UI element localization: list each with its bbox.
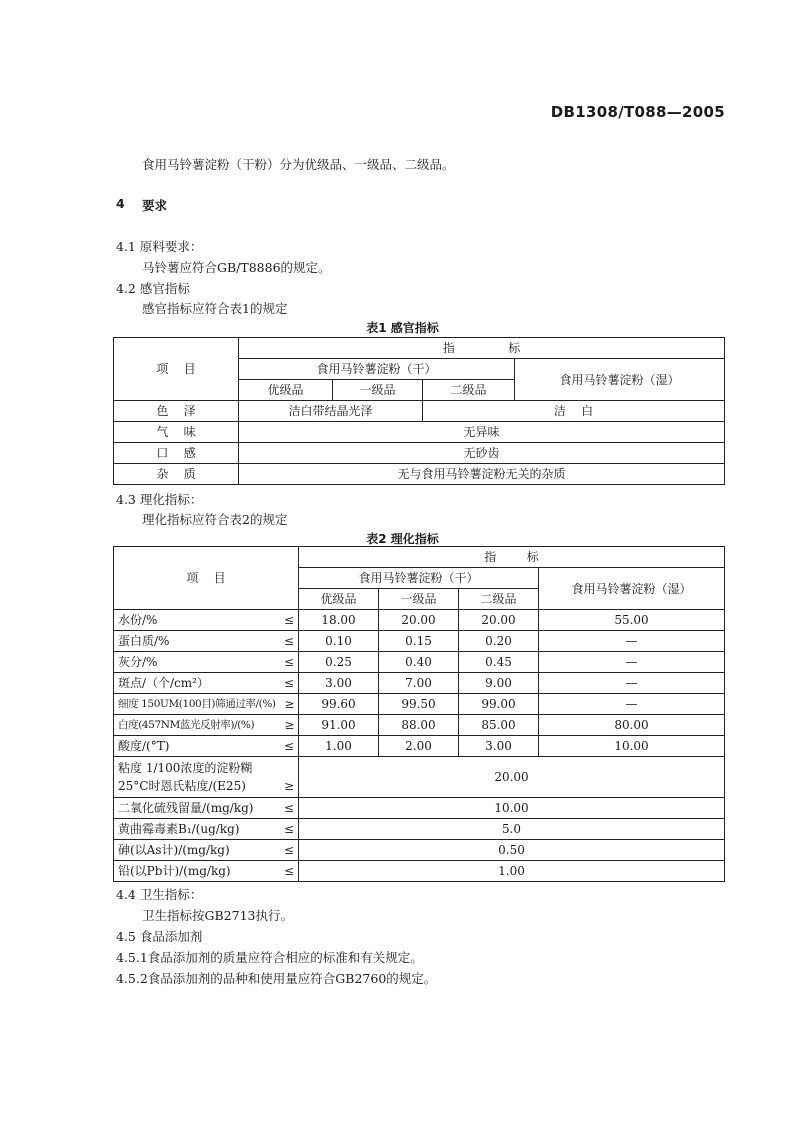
table2-row-name: 灰分/%: [118, 655, 158, 669]
table1-header-item: 项 目: [114, 338, 239, 401]
table1-row-name: 气 味: [114, 422, 239, 443]
table-row: [114, 443, 725, 464]
table2-cell: —: [539, 673, 725, 694]
table1-cell: 无砂齿: [239, 443, 725, 464]
table2-cell: 80.00: [539, 715, 725, 736]
table2-row-name: 斑点/（个/cm²）: [118, 676, 209, 690]
table2-row-op: ≥: [284, 697, 294, 711]
viscosity-value: 20.00: [299, 757, 725, 798]
table2-row-op: ≤: [283, 634, 294, 648]
table2-cell: 55.00: [539, 610, 725, 631]
table2-cell: 1.00: [299, 861, 725, 882]
table-row: [114, 464, 725, 485]
table-row: [114, 819, 725, 840]
table2-row-name: 细度 150UM(100目)筛通过率/(%): [118, 698, 276, 710]
table2-cell: 99.60: [299, 694, 379, 715]
table2-row-op: ≤: [283, 739, 294, 753]
table2-cell: 0.25: [299, 652, 379, 673]
table2-row-op: ≤: [283, 843, 294, 857]
table2-cell: —: [539, 631, 725, 652]
table1-row-name: 杂 质: [114, 464, 239, 485]
table1-grade: 一级品: [333, 380, 423, 401]
table-row: [114, 673, 725, 694]
section-4-5-title: 4.5 食品添加剂: [116, 929, 203, 944]
table2-cell: 7.00: [379, 673, 459, 694]
physicochemical-table: [113, 546, 725, 882]
table2-header-wet: 食用马铃薯淀粉（湿）: [539, 568, 725, 610]
table-row: [114, 401, 725, 422]
table2-row-op: ≤: [283, 676, 294, 690]
table2-cell: 18.00: [299, 610, 379, 631]
table2-row-op: ≤: [283, 655, 294, 669]
table-row: [114, 757, 725, 798]
table1-header-wet: 食用马铃薯淀粉（湿）: [515, 359, 725, 401]
table2-cell: 0.10: [299, 631, 379, 652]
table2-row-op: ≥: [284, 718, 294, 732]
table2-row-name: 铅(以Pb计)/(mg/kg): [118, 864, 231, 878]
table2-grade: 一级品: [379, 589, 459, 610]
table2-cell: 5.0: [299, 819, 725, 840]
table-row: [114, 652, 725, 673]
table2-row-name: 砷(以As计)/(mg/kg): [118, 843, 230, 857]
table2-cell: 2.00: [379, 736, 459, 757]
viscosity-op: ≥: [283, 779, 294, 793]
table2-cell: 20.00: [459, 610, 539, 631]
table1-grade: 二级品: [423, 380, 515, 401]
section-4-3-body: 理化指标应符合表2的规定: [142, 512, 288, 527]
table2-cell: 0.45: [459, 652, 539, 673]
table2-cell: 3.00: [299, 673, 379, 694]
table-row: [114, 422, 725, 443]
section-4-title: 要求: [142, 198, 168, 213]
table2-cell: 88.00: [379, 715, 459, 736]
table2-cell: 3.00: [459, 736, 539, 757]
table-row: [114, 694, 725, 715]
section-4-3-title: 4.3 理化指标：: [116, 492, 203, 507]
table-row: [114, 798, 725, 819]
table2-row-name: 水份/%: [118, 613, 158, 627]
table2-header-item: 项 目: [114, 547, 299, 610]
document-code: DB1308/T088—2005: [550, 103, 725, 121]
table2-row-name: 白度(457NM蓝光反射率)/(%): [118, 719, 255, 731]
table2-grade: 二级品: [459, 589, 539, 610]
table2-row-op: ≤: [283, 801, 294, 815]
table2-cell: —: [539, 694, 725, 715]
table1-cell: 无与食用马铃薯淀粉无关的杂质: [239, 464, 725, 485]
table2-row-name: 二氧化硫残留量/(mg/kg): [118, 801, 254, 815]
table2-cell: 10.00: [539, 736, 725, 757]
table2-cell: 0.40: [379, 652, 459, 673]
table-row: [114, 610, 725, 631]
table2-cell: 0.15: [379, 631, 459, 652]
section-4-2-title: 4.2 感官指标: [116, 281, 190, 296]
table2-row-op: ≤: [283, 822, 294, 836]
table2-row-name: 酸度/(°T): [118, 739, 170, 753]
table2-cell: 0.20: [459, 631, 539, 652]
section-4-4-body: 卫生指标按GB2713执行。: [142, 908, 293, 923]
section-4-4-title: 4.4 卫生指标：: [116, 887, 203, 902]
viscosity-line-1: 粘度 1/100浓度的淀粉糊: [118, 761, 253, 775]
section-4-1-title: 4.1 原料要求：: [116, 239, 203, 254]
section-4-5-1: 4.5.1食品添加剂的质量应符合相应的标准和有关规定。: [116, 950, 423, 965]
table2-cell: 99.50: [379, 694, 459, 715]
table2-cell: —: [539, 652, 725, 673]
table2-row-name: 蛋白质/%: [118, 634, 170, 648]
table1-header-index: 指 标: [239, 338, 725, 359]
table2-header-dry: 食用马铃薯淀粉（干）: [299, 568, 539, 589]
table-row: [114, 861, 725, 882]
table-row: [114, 840, 725, 861]
viscosity-line-2: 25°C时恩氏粘度/(E25): [118, 779, 246, 793]
table1-row-name: 色 泽: [114, 401, 239, 422]
table2-cell: 0.50: [299, 840, 725, 861]
table1-caption: 表1 感官指标: [366, 321, 439, 335]
sensory-table: [113, 337, 725, 485]
table2-cell: 1.00: [299, 736, 379, 757]
table2-cell: 91.00: [299, 715, 379, 736]
section-4-5-2: 4.5.2食品添加剂的品种和使用量应符合GB2760的规定。: [116, 971, 437, 986]
table2-cell: 85.00: [459, 715, 539, 736]
table2-cell: 20.00: [379, 610, 459, 631]
table2-cell: 9.00: [459, 673, 539, 694]
section-4-2-body: 感官指标应符合表1的规定: [142, 301, 288, 316]
table-row: [114, 715, 725, 736]
table1-header-dry: 食用马铃薯淀粉（干）: [239, 359, 515, 380]
table1-row-name: 口 感: [114, 443, 239, 464]
table2-row-op: ≤: [283, 613, 294, 627]
table2-header-index: 指 标: [299, 547, 725, 568]
table-row: [114, 631, 725, 652]
table-row: [114, 736, 725, 757]
intro-paragraph: 食用马铃薯淀粉（干粉）分为优级品、一级品、二级品。: [142, 157, 455, 172]
table1-cell: 洁白带结晶光泽: [239, 401, 423, 422]
table2-cell: 10.00: [299, 798, 725, 819]
table2-caption: 表2 理化指标: [366, 532, 439, 546]
section-4-1-body: 马铃薯应符合GB/T8886的规定。: [142, 260, 331, 275]
table2-cell: 99.00: [459, 694, 539, 715]
table1-cell: 无异味: [239, 422, 725, 443]
table2-row-name: 黄曲霉毒素B₁/(ug/kg): [118, 822, 240, 836]
table1-grade: 优级品: [239, 380, 333, 401]
table2-grade: 优级品: [299, 589, 379, 610]
table2-row-op: ≤: [283, 864, 294, 878]
section-4-number: 4: [116, 196, 125, 211]
table1-cell: 洁 白: [423, 401, 725, 422]
